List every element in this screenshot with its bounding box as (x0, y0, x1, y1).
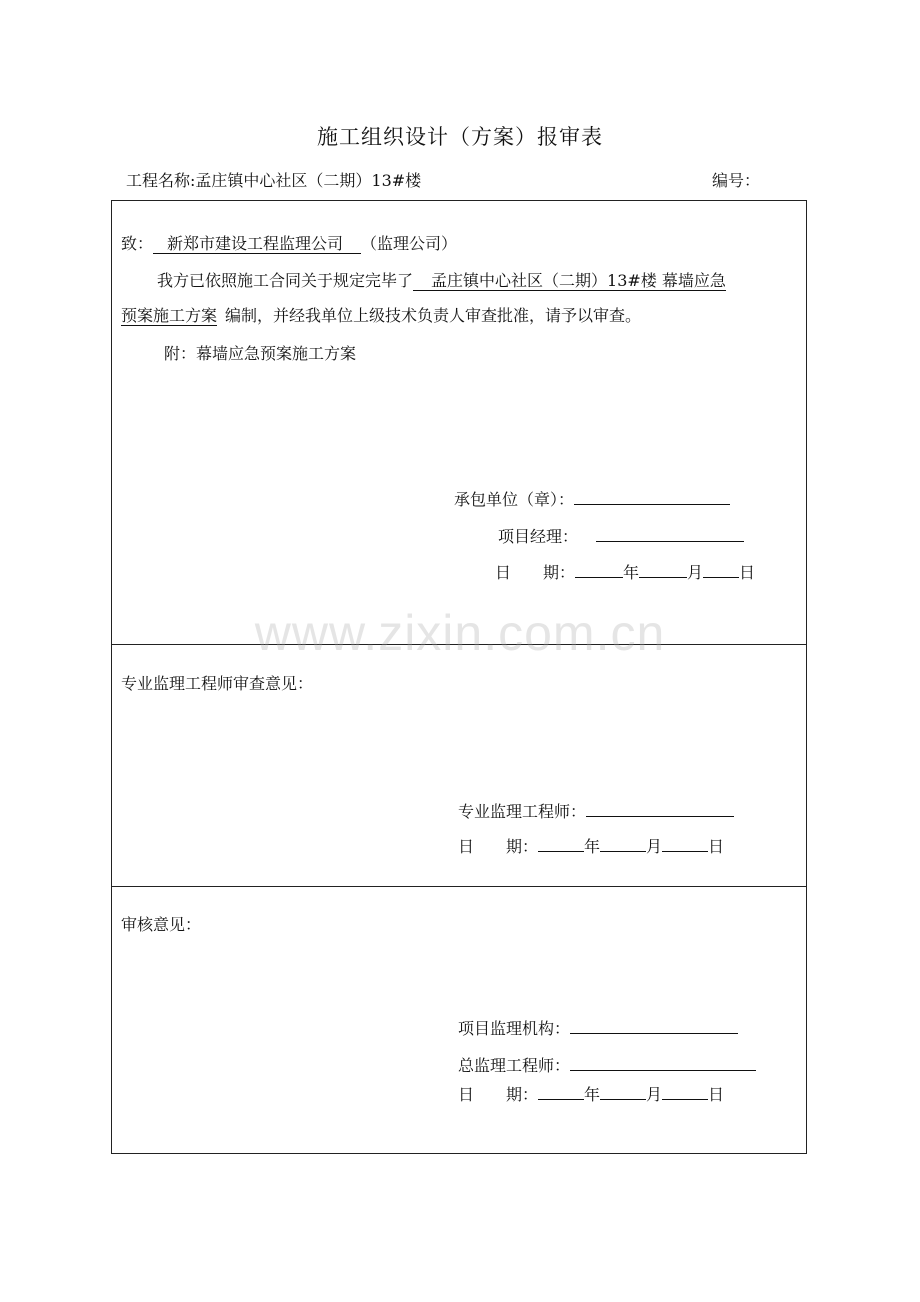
date-year-blank[interactable] (575, 560, 623, 578)
plan-name-part2: 预案施工方案 (121, 306, 218, 325)
supervision-org-line: 项目监理机构： (458, 1016, 738, 1040)
contractor-date-line: 日 期： 年 月 日 (495, 560, 755, 584)
chief-engineer-blank[interactable] (570, 1053, 756, 1071)
date-year-blank[interactable] (538, 1082, 584, 1100)
submission-statement-line2: 预案施工方案 编制，并经我单位上级技术负责人审查批准，请予以审查。 (121, 306, 642, 325)
section-divider (112, 886, 806, 887)
supervision-company: 新郑市建设工程监理公司 (153, 234, 361, 254)
date-month-blank[interactable] (600, 834, 646, 852)
chief-engineer-line: 总监理工程师： (458, 1053, 756, 1077)
plan-name-part1: 孟庄镇中心社区（二期）13#楼 幕墙应急 (413, 271, 726, 291)
date-day-blank[interactable] (662, 834, 708, 852)
contractor-signature-blank[interactable] (574, 487, 730, 505)
project-manager-line: 项目经理： (498, 524, 744, 548)
section-divider (112, 644, 806, 645)
form-title: 施工组织设计（方案）报审表 (317, 125, 603, 149)
date-year-blank[interactable] (538, 834, 584, 852)
review-date-line: 日 期： 年 月 日 (458, 1082, 724, 1106)
date-day-blank[interactable] (662, 1082, 708, 1100)
project-name-line (126, 170, 421, 192)
engineer-signature-line: 专业监理工程师： (458, 799, 734, 823)
date-month-blank[interactable] (639, 560, 687, 578)
engineer-review-heading: 专业监理工程师审查意见： (121, 674, 314, 693)
review-opinion-heading: 审核意见： (121, 915, 202, 934)
serial-number-label: 编号： (712, 171, 761, 190)
addressee-prefix: 致： (121, 234, 154, 253)
supervision-org-blank[interactable] (570, 1016, 738, 1034)
engineer-date-line: 日 期： 年 月 日 (458, 834, 724, 858)
contractor-signature-line: 承包单位（章）： (454, 487, 730, 511)
attachment-line: 附：幕墙应急预案施工方案 (164, 344, 357, 363)
form-table (111, 200, 807, 1154)
addressee-line (121, 233, 457, 255)
submission-statement-line1: 我方已依照施工合同关于规定完毕了 孟庄镇中心社区（二期）13#楼 幕墙应急 (157, 271, 726, 290)
engineer-signature-blank[interactable] (586, 799, 734, 817)
addressee-suffix: （监理公司） (361, 234, 458, 253)
project-manager-blank[interactable] (596, 524, 744, 542)
watermark: www.zixin.com.cn (254, 605, 666, 661)
date-day-blank[interactable] (703, 560, 739, 578)
date-month-blank[interactable] (600, 1082, 646, 1100)
project-name-label: 工程名称: (126, 171, 196, 190)
project-name-value: 孟庄镇中心社区（二期）13#楼 (195, 171, 422, 190)
